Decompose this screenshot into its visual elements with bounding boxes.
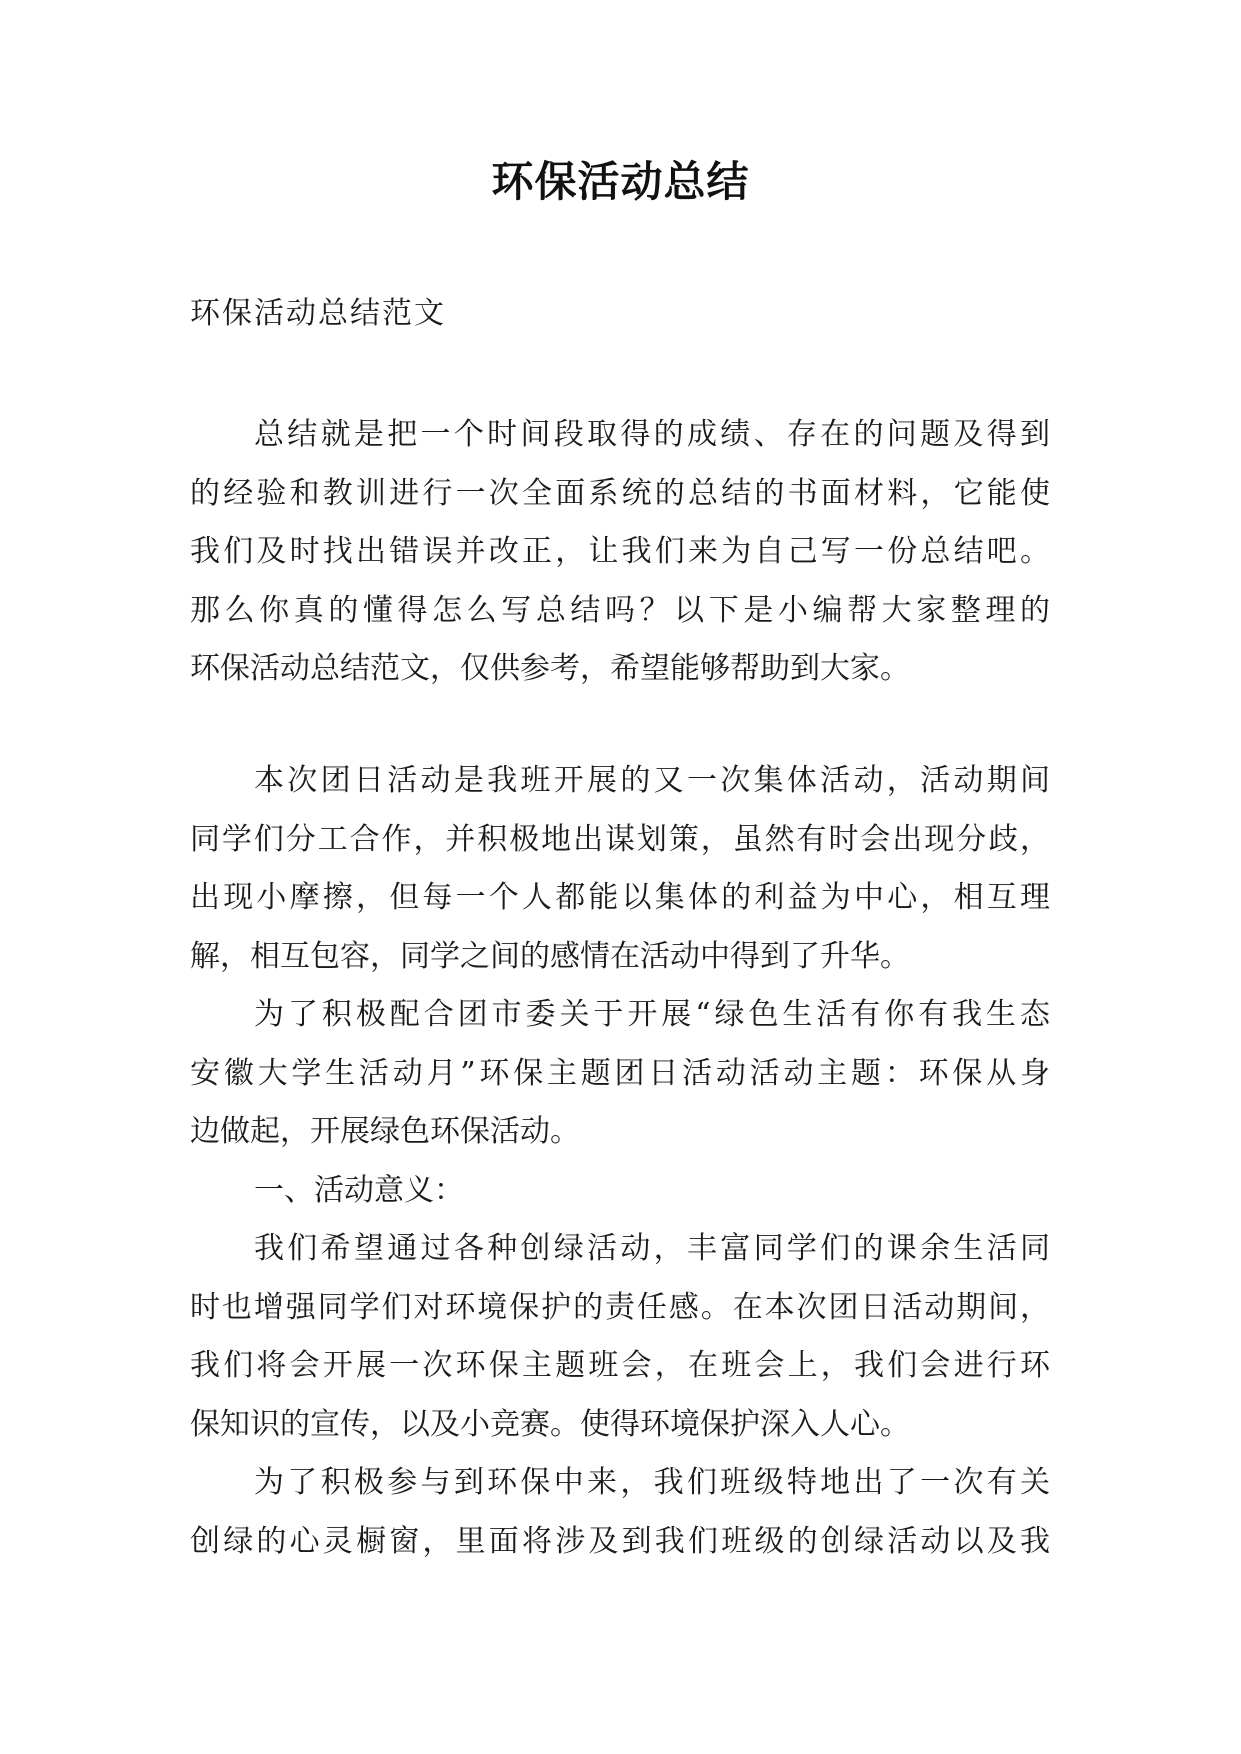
text-line: 环保活动总结范文，仅供参考，希望能够帮助到大家。 bbox=[190, 651, 910, 686]
text-line: 创绿的心灵橱窗，里面将涉及到我们班级的创绿活动以及我 bbox=[190, 1523, 1050, 1559]
text-line: 安徽大学生活动月”环保主题团日活动活动主题：环保从身 bbox=[190, 1055, 1050, 1091]
document-subtitle: 环保活动总结范文 bbox=[190, 296, 446, 331]
text-line: 我们将会开展一次环保主题班会，在班会上，我们会进行环 bbox=[190, 1348, 1050, 1383]
text-line: 解，相互包容，同学之间的感情在活动中得到了升华。 bbox=[190, 938, 910, 974]
text-line: 同学们分工合作，并积极地出谋划策，虽然有时会出现分歧， bbox=[190, 821, 1050, 857]
text-line: 总结就是把一个时间段取得的成绩、存在的问题及得到 bbox=[254, 417, 1050, 452]
text-line: 本次团日活动是我班开展的又一次集体活动，活动期间 bbox=[254, 763, 1050, 798]
text-line: 为了积极配合团市委关于开展“绿色生活有你有我生态 bbox=[254, 997, 1050, 1032]
text-line: 的经验和教训进行一次全面系统的总结的书面材料，它能使 bbox=[190, 475, 1050, 511]
intro-paragraph bbox=[190, 406, 1050, 699]
text-line: 我们希望通过各种创绿活动，丰富同学们的课余生活同 bbox=[254, 1231, 1050, 1266]
text-line: 时也增强同学们对环境保护的责任感。在本次团日活动期间， bbox=[190, 1289, 1050, 1325]
text-line: 我们及时找出错误并改正，让我们来为自己写一份总结吧。 bbox=[190, 534, 1050, 569]
section-heading: 一、活动意义： bbox=[254, 1172, 464, 1208]
text-line: 出现小摩擦，但每一个人都能以集体的利益为中心，相互理 bbox=[190, 880, 1050, 915]
text-line: 边做起，开展绿色环保活动。 bbox=[190, 1114, 580, 1149]
document-title: 环保活动总结 bbox=[491, 157, 750, 206]
text-line: 为了积极参与到环保中来，我们班级特地出了一次有关 bbox=[254, 1465, 1050, 1500]
text-line: 那么你真的懂得怎么写总结吗？以下是小编帮大家整理的 bbox=[190, 592, 1050, 628]
body-text bbox=[190, 752, 1050, 1571]
text-line: 保知识的宣传，以及小竞赛。使得环境保护深入人心。 bbox=[190, 1406, 910, 1442]
